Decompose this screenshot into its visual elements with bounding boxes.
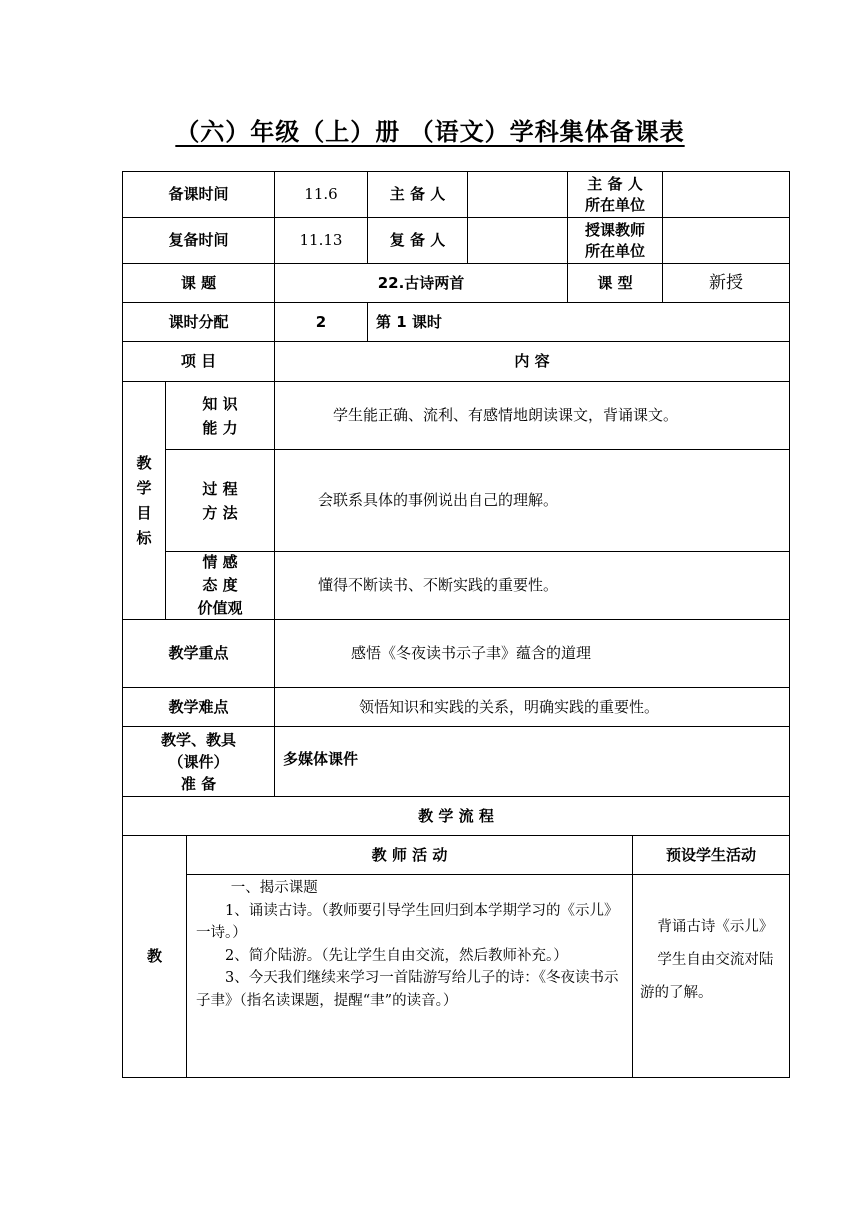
emotion-text: 懂得不断读书、不断实践的重要性。 bbox=[318, 576, 559, 594]
teacher-line: 2、简介陆游。（先让学生自由交流，然后教师补充。） bbox=[225, 947, 568, 964]
teacher-line: 一、揭示课题 bbox=[230, 880, 318, 896]
emotion-label-line: 情 感 bbox=[202, 553, 238, 571]
materials-label-line: 教学、教具 bbox=[160, 730, 236, 749]
objectives-char: 教 bbox=[136, 453, 152, 472]
period-current: 第 1 课时 bbox=[376, 312, 442, 331]
main-preparer-label: 主 备 人 bbox=[389, 185, 446, 203]
review-time-value: 11.13 bbox=[299, 231, 343, 249]
process-label-line: 过 程 bbox=[202, 479, 238, 498]
teacher-unit-label-line: 授课教师 bbox=[584, 220, 645, 239]
knowledge-label bbox=[166, 382, 274, 449]
objectives-char: 学 bbox=[136, 478, 152, 497]
lesson-type-value: 新授 bbox=[709, 272, 743, 293]
teacher-activity-header: 教 师 活 动 bbox=[371, 845, 448, 864]
materials-value: 多媒体课件 bbox=[283, 750, 359, 768]
materials-label bbox=[123, 727, 274, 796]
emotion-label bbox=[166, 552, 274, 619]
process-label-line: 方 法 bbox=[202, 503, 238, 522]
teacher-line: 3、今天我们继续来学习一首陆游写给儿子的诗：《冬夜读书示子聿》（指名读课题，提醒“聿”的读音。） bbox=[196, 970, 619, 1009]
flow-title: 教 学 流 程 bbox=[418, 806, 494, 825]
student-line: 背诵古诗《示儿》 bbox=[657, 919, 774, 935]
main-preparer-value bbox=[468, 172, 567, 217]
teacher-unit-label-line: 所在单位 bbox=[584, 241, 645, 260]
difficulty-text: 领悟知识和实践的关系，明确实践的重要性。 bbox=[359, 697, 660, 716]
topic-value: 22.古诗两首 bbox=[377, 273, 465, 292]
emotion-label-line: 价值观 bbox=[197, 599, 243, 617]
student-activity-content bbox=[640, 911, 786, 1010]
materials-label-line: 准 备 bbox=[180, 774, 217, 793]
content-label: 内 容 bbox=[514, 352, 550, 370]
prep-time-value: 11.6 bbox=[304, 185, 338, 203]
reviewer-value bbox=[468, 218, 567, 263]
objectives-group-label bbox=[123, 382, 165, 619]
main-unit-label-line: 主 备 人 bbox=[587, 174, 643, 193]
table-border bbox=[122, 1077, 790, 1078]
student-activity-header: 预设学生活动 bbox=[665, 845, 756, 864]
difficulty-label: 教学难点 bbox=[168, 697, 229, 716]
objectives-char: 目 bbox=[136, 503, 152, 522]
topic-label: 课 题 bbox=[180, 273, 217, 292]
period-label: 课时分配 bbox=[168, 312, 229, 331]
process-text: 会联系具体的事例说出自己的理解。 bbox=[318, 491, 559, 509]
knowledge-label-line: 知 识 bbox=[202, 394, 238, 413]
table-border bbox=[789, 171, 790, 1078]
teacher-unit-value bbox=[663, 218, 789, 263]
table-border bbox=[186, 874, 790, 875]
flow-side-label: 教 bbox=[146, 947, 162, 965]
student-line: 学生自由交流对陆游的了解。 bbox=[640, 952, 774, 1001]
knowledge-text: 学生能正确、流利、有感情地朗读课文，背诵课文。 bbox=[333, 406, 679, 424]
knowledge-label-line: 能 力 bbox=[202, 418, 238, 437]
teacher-unit-label bbox=[568, 218, 662, 263]
materials-label-line: （课件） bbox=[168, 752, 229, 771]
lesson-type-label: 课 型 bbox=[597, 273, 633, 292]
main-unit-label-line: 所在单位 bbox=[584, 195, 645, 214]
objectives-char: 标 bbox=[136, 528, 152, 547]
key-point-text: 感悟《冬夜读书示子聿》蕴含的道理 bbox=[351, 644, 592, 662]
reviewer-label: 复 备 人 bbox=[389, 231, 446, 249]
teacher-activity-content bbox=[196, 877, 630, 1012]
teacher-line: 1、诵读古诗。（教师要引导学生回归到本学期学习的《示儿》一诗。） bbox=[196, 902, 619, 941]
review-time-label: 复备时间 bbox=[168, 231, 229, 249]
main-unit-label bbox=[568, 172, 662, 217]
period-value: 2 bbox=[315, 312, 327, 331]
item-label: 项 目 bbox=[180, 352, 217, 370]
key-point-label: 教学重点 bbox=[168, 644, 229, 662]
prep-time-label: 备课时间 bbox=[168, 185, 229, 203]
emotion-label-line: 态 度 bbox=[202, 576, 238, 594]
page-title: （六）年级（上）册 （语文）学科集体备课表 bbox=[175, 118, 685, 146]
main-unit-value bbox=[663, 172, 789, 217]
process-label bbox=[166, 450, 274, 551]
